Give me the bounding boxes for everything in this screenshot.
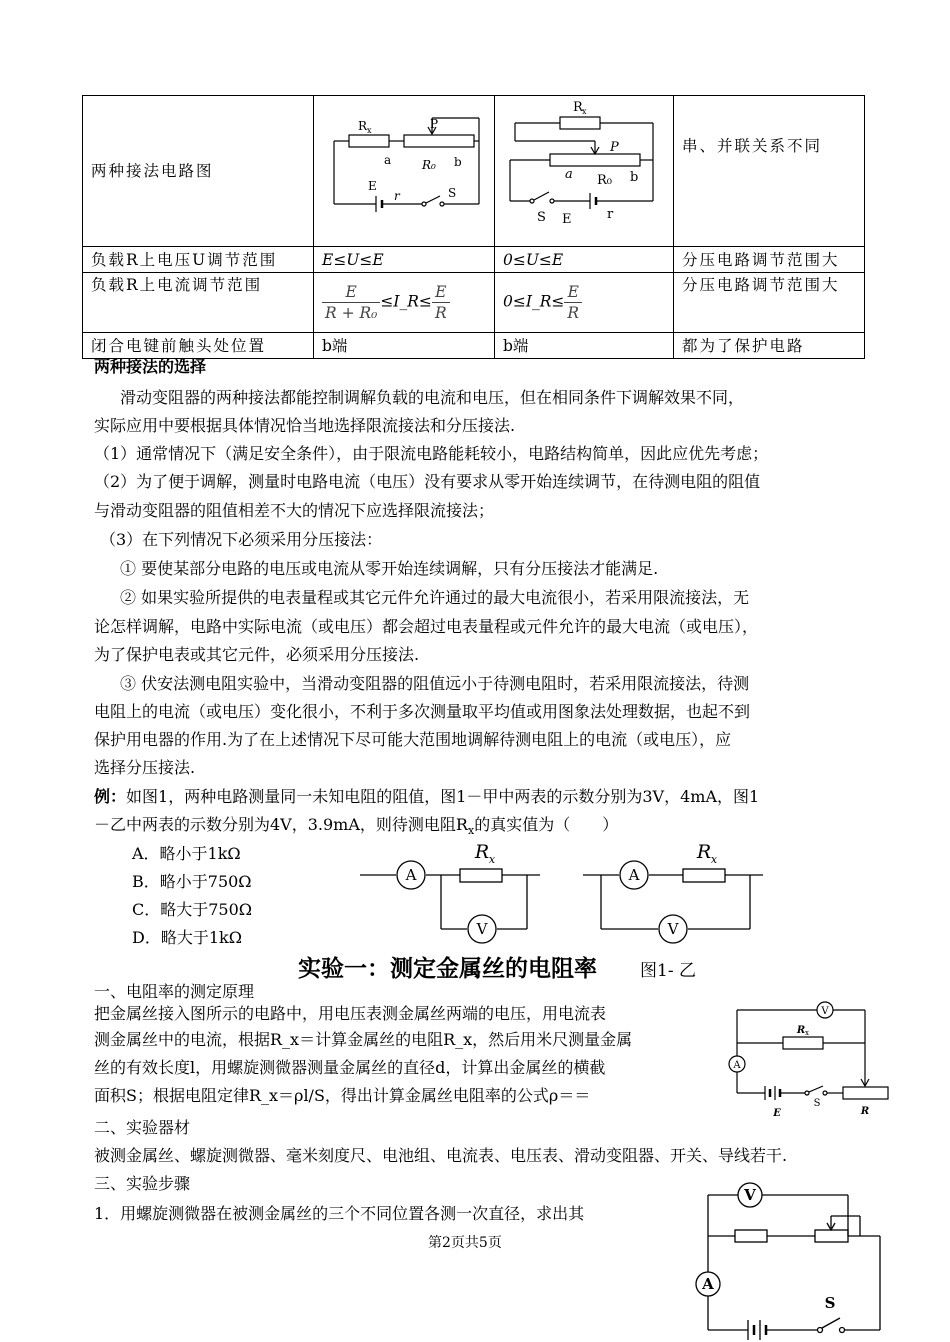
ammeter-label: A — [733, 1060, 741, 1071]
measurement-circuit-figure — [725, 990, 900, 1125]
svg-text:S: S — [537, 210, 546, 225]
row-label: 两种接法电路图 — [83, 96, 314, 247]
rx-label-2: R — [573, 100, 583, 115]
option-d: D．略大于1kΩ — [132, 928, 242, 947]
ammeter-label: A — [405, 866, 417, 884]
current-range-divider: 0≤I_R≤ $\frac{E}{R}$ — [495, 273, 674, 333]
example-line-1: 例：如图1，两种电路测量同一未知电阻的阻值，图1－甲中两表的示数分别为3V，4mA，图1 — [94, 787, 760, 806]
svg-text:E: E — [368, 179, 377, 193]
circuit-cell-1 — [314, 96, 495, 247]
svg-text:x: x — [488, 853, 496, 866]
comparison-table: 两种接法电路图 R x P a R₀ b E r S R x P a R₀ b S E r 串、并联关系不同 负载R上电压U调节范围 E≤U≤E 0≤U≤E 分压电路调节范围大 负载R上电流调节范围 $\frac{E}{\text{R + R₀}}$ ≤I_R≤ $\frac{E}{R}$ 0≤I_R≤ $\frac{E}{R}$ 分压电路调节范围大 闭合电键前触头处位置 b端 b端 都为了保护电路 — [82, 95, 865, 359]
voltmeter-label: V — [821, 1006, 829, 1017]
option-b: B．略小于750Ω — [132, 872, 252, 891]
svg-text:S: S — [813, 1098, 821, 1109]
page-title: 实验一：测定金属丝的电阻率 — [298, 956, 597, 982]
svg-text:P: P — [610, 140, 619, 155]
option-c: C．略大于750Ω — [132, 900, 253, 919]
voltmeter-label-2: V — [667, 920, 679, 938]
circuit-cell-2 — [495, 96, 674, 247]
subheading-1: 一、电阻率的测定原理 — [94, 982, 255, 1001]
voltmeter-label: V — [476, 920, 488, 938]
section-heading: 两种接法的选择 — [94, 357, 207, 376]
subheading-3: 三、实验步骤 — [94, 1174, 191, 1193]
svg-text:b: b — [630, 170, 639, 185]
svg-text:a: a — [565, 167, 573, 182]
svg-text:x: x — [582, 107, 587, 116]
svg-text:R: R — [860, 1106, 870, 1117]
svg-text:E: E — [562, 212, 572, 227]
ammeter-label: A — [702, 1275, 714, 1293]
svg-text:r: r — [607, 207, 614, 222]
page-footer: 第2页共5页 — [428, 1235, 502, 1251]
note: 串、并联关系不同 — [674, 96, 865, 247]
svg-text:a: a — [384, 153, 392, 167]
svg-text:S: S — [824, 1294, 836, 1312]
svg-text:x: x — [367, 126, 372, 135]
example-figure — [355, 838, 775, 948]
voltage-divider-circuit-diagram — [495, 96, 673, 241]
rx-label-2: R — [696, 841, 712, 863]
r0-label: R₀ — [422, 158, 436, 172]
subheading-2: 二、实验器材 — [94, 1118, 191, 1137]
figure-caption: 图1- 乙 — [640, 961, 696, 981]
svg-text:E: E — [773, 1108, 781, 1119]
voltmeter-label: V — [744, 1186, 756, 1204]
ammeter-label-2: A — [628, 866, 640, 884]
svg-text:b: b — [454, 155, 462, 169]
current-limiting-circuit-diagram — [314, 96, 494, 241]
experiment-circuit-figure — [690, 1180, 890, 1342]
example-line-2: －乙中两表的示数分别为4V，3.9mA，则待测电阻$R_x$的真实值为（ ） — [94, 815, 619, 838]
svg-text:x: x — [710, 853, 718, 866]
svg-text:R: R — [796, 1025, 806, 1036]
svg-text:x: x — [805, 1029, 809, 1037]
r0-label-2: R₀ — [597, 173, 612, 188]
svg-text:P: P — [430, 117, 439, 131]
svg-text:r: r — [394, 189, 400, 203]
current-range-limiting: $\frac{E}{\text{R + R₀}}$ ≤I_R≤ $\frac{E}{R}$ — [314, 273, 495, 333]
option-a: A．略小于1kΩ — [132, 844, 241, 863]
rx-label: R — [358, 119, 368, 133]
rx-label: R — [474, 841, 490, 863]
svg-text:S: S — [448, 186, 457, 200]
